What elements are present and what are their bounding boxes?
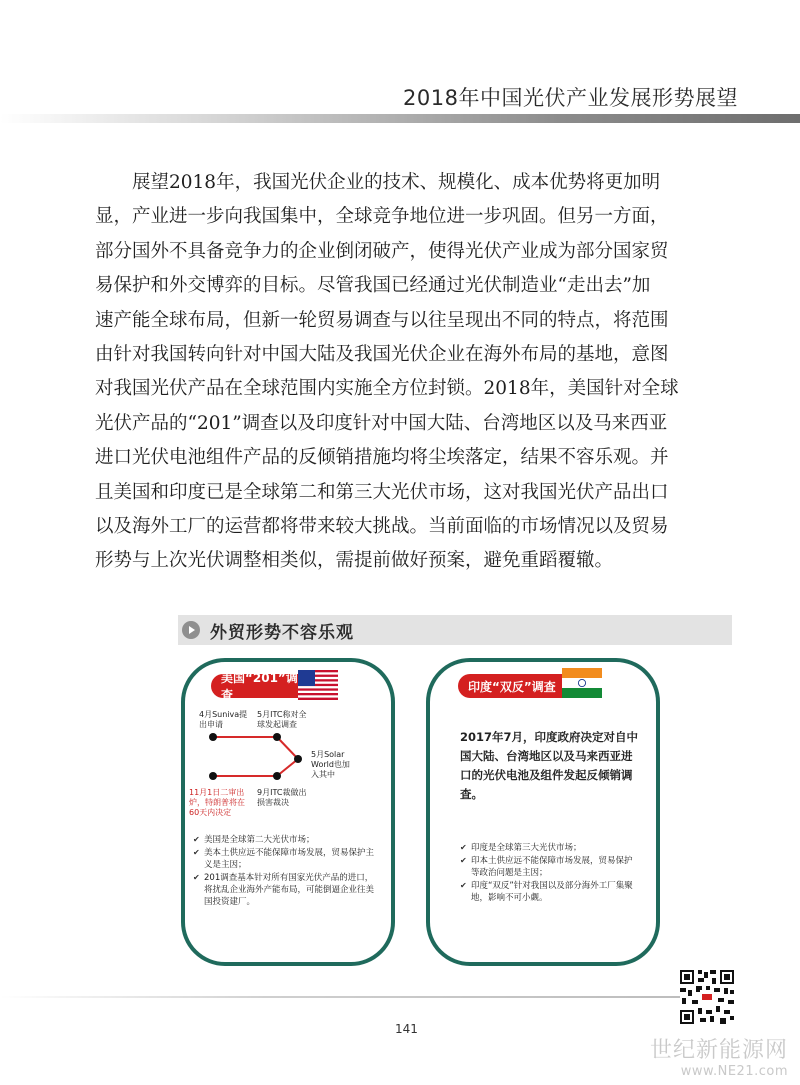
section-title-bar xyxy=(178,615,732,645)
bullet-item xyxy=(460,842,636,854)
check-icon: ✔ xyxy=(193,848,200,857)
bullet-text: 印度是全球第三大光伏市场； xyxy=(471,843,582,853)
us-bullets xyxy=(193,834,379,909)
bullet-item xyxy=(460,880,636,904)
body-line: 光伏产品的“201”调查以及印度针对中国大陆、台湾地区以及马来西亚 xyxy=(95,412,668,434)
check-icon: ✔ xyxy=(193,873,200,882)
timeline-node xyxy=(273,733,281,741)
india-bullets xyxy=(460,842,636,905)
bullet-item xyxy=(193,834,379,846)
body-line: 显，产业进一步向我国集中，全球竞争地位进一步巩固。但另一方面， xyxy=(95,206,669,228)
us-201-card xyxy=(181,658,395,966)
body-line: 由针对我国转向针对中国大陆及我国光伏企业在海外布局的基地，意图 xyxy=(95,344,669,366)
timeline-event-highlight: 11月1日二审出炉，特朗普将在60天内决定 xyxy=(189,788,245,817)
timeline-event: 4月Suniva提出申请 xyxy=(199,710,248,729)
timeline-line xyxy=(277,737,298,759)
body-line: 速产能全球布局，但新一轮贸易调查与以往呈现出不同的特点，将范围 xyxy=(95,309,669,331)
watermark xyxy=(650,1033,788,1079)
page-number: 141 xyxy=(395,1022,418,1036)
timeline-event: 5月Solar World也加入其中 xyxy=(311,750,350,779)
body-line: 且美国和印度已是全球第二和第三大光伏市场，这对我国光伏产品出口 xyxy=(95,481,669,503)
timeline-event: 5月ITC称对全球发起调查 xyxy=(257,710,307,729)
bullet-text: 美国是全球第二大光伏市场； xyxy=(204,835,315,845)
india-card-title: 印度“双反”调查 xyxy=(458,674,570,698)
body-line: 展望2018年，我国光伏企业的技术、规模化、成本优势将更加明 xyxy=(132,172,661,193)
bullet-text: 美本土供应远不能保障市场发展，贸易保护主义是主因； xyxy=(204,848,375,870)
timeline-event: 9月ITC裁做出损害裁决 xyxy=(257,788,307,807)
bullet-item xyxy=(193,847,379,871)
india-card xyxy=(426,658,660,966)
check-icon: ✔ xyxy=(460,843,467,852)
timeline-line xyxy=(277,759,298,776)
watermark-url: www.NE21.com xyxy=(680,1064,788,1079)
body-line: 进口光伏电池组件产品的反倾销措施均将尘埃落定，结果不容乐观。并 xyxy=(95,447,669,469)
timeline-node xyxy=(273,772,281,780)
arrow-circle-icon xyxy=(182,621,200,639)
footer-rule xyxy=(0,996,680,998)
body-line: 对我国光伏产品在全球范围内实施全方位封锁。2018年，美国针对全球 xyxy=(95,378,679,400)
check-icon: ✔ xyxy=(193,835,200,844)
body-line: 以及海外工厂的运营都将带来较大挑战。当前面临的市场情况以及贸易 xyxy=(95,516,669,538)
bullet-text: 印本土供应远不能保障市场发展，贸易保护等政治问题是主因； xyxy=(471,856,633,878)
body-line: 部分国外不具备竞争力的企业倒闭破产，使得光伏产业成为部分国家贸 xyxy=(95,240,669,262)
bullet-text: 201调查基本针对所有国家光伏产品的进口，将扰乱企业海外产能布局，可能倒逼企业往美国投资建厂。 xyxy=(204,873,375,907)
page-header-title: 2018年中国光伏产业发展形势展望 xyxy=(403,86,738,110)
check-icon: ✔ xyxy=(460,856,467,865)
india-main-text: 2017年7月，印度政府决定对自中国大陆、台湾地区以及马来西亚进口的光伏电池及组件发起反倾销调查。 xyxy=(460,730,639,801)
timeline-node xyxy=(209,733,217,741)
body-line: 易保护和外交博弈的目标。尽管我国已经通过光伏制造业“走出去”加 xyxy=(95,275,651,297)
body-line: 形势与上次光伏调整相类似，需提前做好预案，避免重蹈覆辙。 xyxy=(95,550,614,572)
body-text xyxy=(95,166,735,579)
india-flag-icon xyxy=(562,668,602,698)
header-rule xyxy=(0,114,800,123)
watermark-title: 世纪新能源网 xyxy=(649,1038,788,1063)
section-title: 外贸形势不容乐观 xyxy=(210,622,354,643)
bullet-item xyxy=(460,855,636,879)
qr-code-icon xyxy=(678,968,736,1026)
bullet-text: 印度“双反”针对我国以及部分海外工厂集聚地，影响不可小觑。 xyxy=(471,881,633,903)
timeline-node xyxy=(294,755,302,763)
us-card-title: 美国“201”调查 xyxy=(211,674,305,698)
check-icon: ✔ xyxy=(460,881,467,890)
bullet-item xyxy=(193,872,379,908)
timeline-node xyxy=(209,772,217,780)
